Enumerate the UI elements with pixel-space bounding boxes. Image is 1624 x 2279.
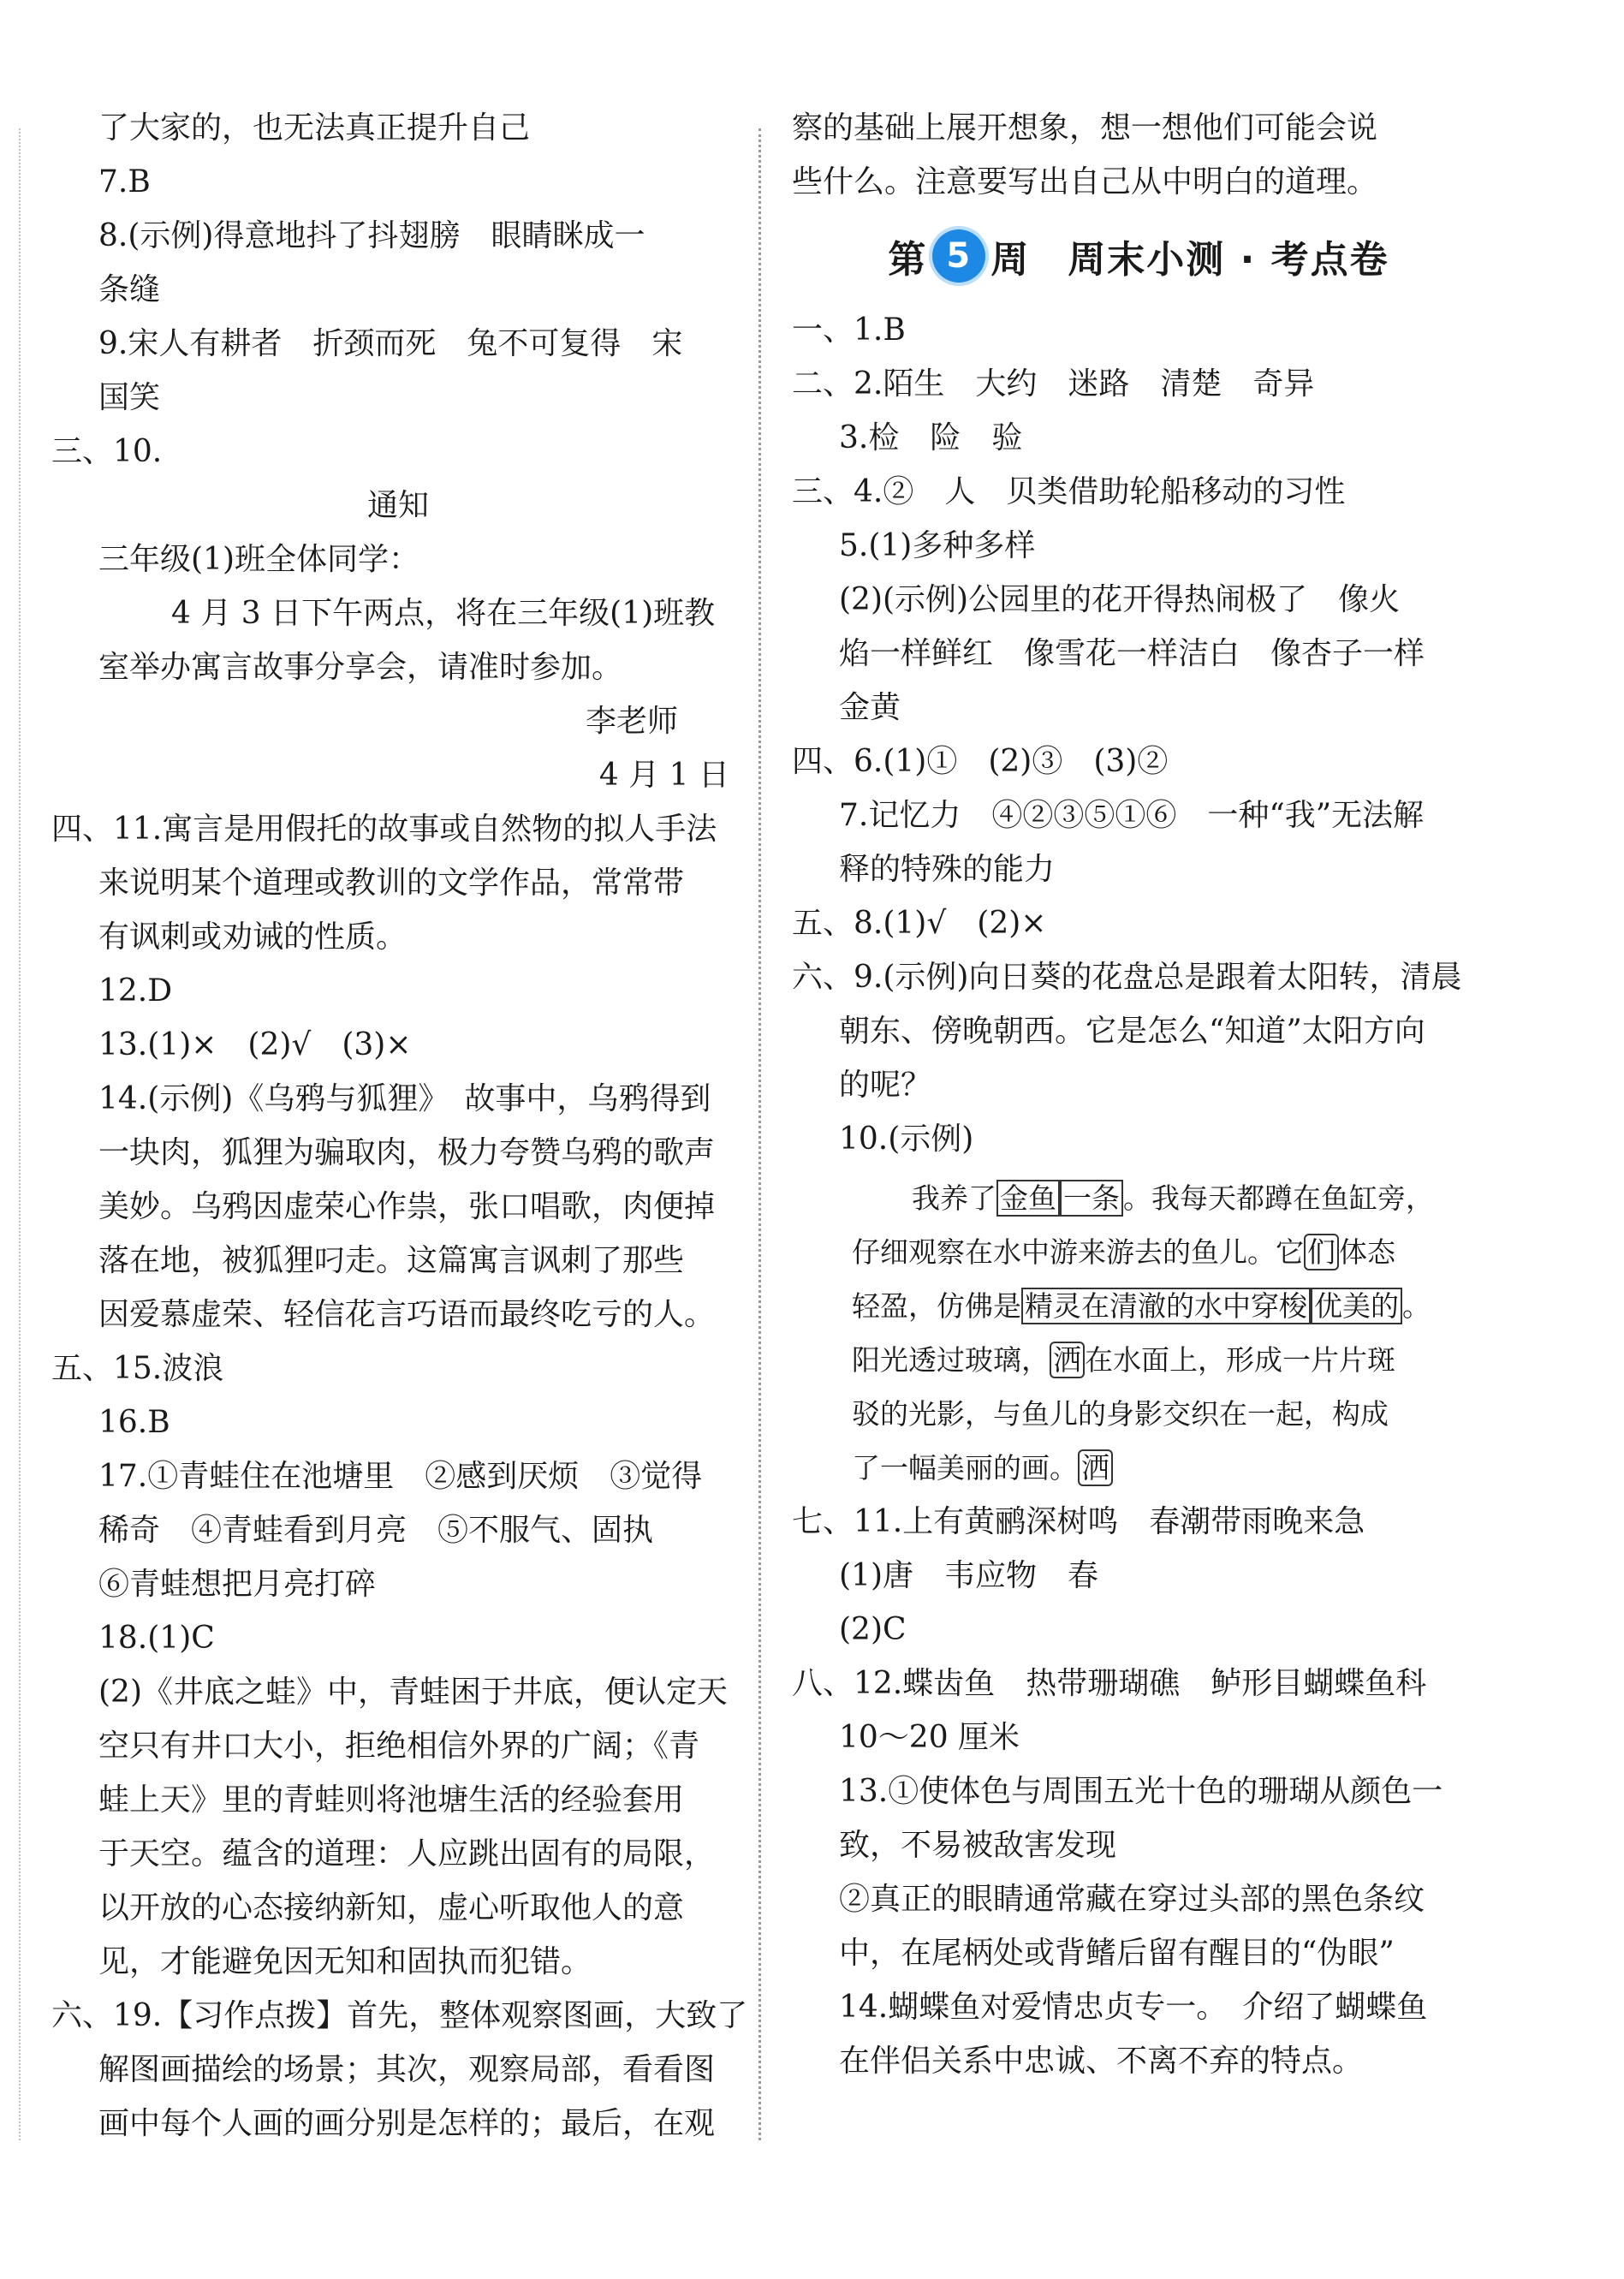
text-line: 13.①使体色与周围五光十色的珊瑚从颜色一	[839, 1774, 1443, 1809]
text-line: 通知	[366, 488, 429, 523]
text-line: 朝东、傍晚朝西。它是怎么“知道”太阳方向	[839, 1014, 1425, 1049]
text-line: 4 月 3 日下午两点，将在三年级(1)班教	[171, 596, 716, 631]
text-line: 致，不易被敌害发现	[839, 1828, 1117, 1863]
text-line: 一块肉，狐狸为骗取肉，极力夸赞乌鸦的歌声	[98, 1135, 716, 1170]
correction-box: 一条	[1060, 1180, 1123, 1217]
text-line: 释的特殊的能力	[839, 852, 1056, 887]
essay-line: 驳的光影，与鱼儿的身影交织在一起，构成	[852, 1397, 1389, 1431]
text-line: 5.(1)多种多样	[839, 528, 1036, 563]
text-line: 有讽刺或劝诫的性质。	[98, 919, 407, 955]
text-line: 7.B	[98, 164, 151, 199]
week-number-badge: 5	[932, 229, 985, 283]
text-line: 李老师	[585, 704, 678, 739]
text-line: 金黄	[839, 690, 901, 725]
column-divider	[758, 128, 761, 2140]
text-line: 8.(示例)得意地抖了抖翅膀 眼睛眯成一	[98, 218, 645, 253]
text-line: 14.(示例)《乌鸦与狐狸》 故事中，乌鸦得到	[98, 1081, 711, 1116]
text-line: 七、11.上有黄鹂深树鸣 春潮带雨晚来急	[792, 1504, 1365, 1539]
sample-essay	[852, 1171, 1485, 1495]
right-top-lines	[792, 101, 1485, 209]
correction-mark: 们	[1304, 1234, 1339, 1270]
text-line: 四、11.寓言是用假托的故事或自然物的拟人手法	[51, 812, 717, 847]
text-line: 美妙。乌鸦因虚荣心作祟，张口唱歌，肉便掉	[98, 1189, 716, 1224]
heading-suffix: 周	[990, 238, 1031, 282]
text-line: ②真正的眼睛通常藏在穿过头部的黑色条纹	[839, 1882, 1425, 1917]
text-line: 了大家的，也无法真正提升自己	[98, 110, 531, 146]
text-line: 于天空。蕴含的道理：人应跳出固有的局限，	[98, 1836, 716, 1871]
heading-title: 周末小测 · 考点卷	[1068, 238, 1389, 282]
text-line: 二、2.陌生 大约 迷路 清楚 奇异	[792, 366, 1315, 402]
correction-mark: 洒	[1078, 1449, 1113, 1486]
text-line: 八、12.蝶齿鱼 热带珊瑚礁 鲈形目蝴蝶鱼科	[792, 1666, 1427, 1701]
text-line: (2)(示例)公园里的花开得热闹极了 像火	[839, 582, 1401, 617]
right-answer-lines	[792, 303, 1485, 1166]
text-line: 12.D	[98, 973, 173, 1009]
text-line: 一、1.B	[792, 312, 906, 348]
text-line: 焰一样鲜红 像雪花一样洁白 像杏子一样	[839, 636, 1425, 671]
section-heading	[792, 209, 1485, 303]
text-line: 三、10.	[51, 434, 163, 469]
text-line: 18.(1)C	[98, 1621, 215, 1656]
correction-box: 优美的	[1311, 1288, 1402, 1324]
correction-box: 金鱼	[996, 1180, 1060, 1217]
text-line: 条缝	[98, 272, 161, 307]
essay-line: 轻盈，仿佛是 精灵在清澈的水中穿梭 优美的 。	[852, 1289, 1431, 1323]
text-line: 三年级(1)班全体同学：	[98, 542, 419, 577]
text-line: 画中每个人画的画分别是怎样的；最后，在观	[98, 2106, 716, 2141]
text-line: 的呢？	[839, 1068, 932, 1103]
essay-line: 阳光透过玻璃， 洒 在水面上，形成一片片斑	[852, 1343, 1395, 1377]
correction-mark: 洒	[1050, 1342, 1085, 1378]
left-margin-rule	[19, 128, 21, 2140]
correction-box: 精灵在清澈的水中穿梭	[1021, 1288, 1311, 1324]
text-line: 四、6.(1)① (2)③ (3)②	[792, 744, 1169, 779]
right-bottom-lines	[792, 1495, 1485, 2088]
text-line: (2)《井底之蛙》中，青蛙困于井底，便认定天	[98, 1675, 728, 1710]
text-line: 空只有井口大小，拒绝相信外界的广阔；《青	[98, 1729, 700, 1764]
text-line: 室举办寓言故事分享会，请准时参加。	[98, 650, 623, 685]
text-line: 五、8.(1)√ (2)×	[792, 906, 1047, 941]
text-line: 察的基础上展开想象，想一想他们可能会说	[792, 110, 1378, 146]
text-line: 3.检 险 验	[839, 420, 1023, 455]
text-line: 落在地，被狐狸叼走。这篇寓言讽刺了那些	[98, 1243, 685, 1278]
text-line: 六、9.(示例)向日葵的花盘总是跟着太阳转，清晨	[792, 960, 1462, 995]
text-line: 4 月 1 日	[598, 758, 729, 793]
text-line: 见，才能避免因无知和固执而犯错。	[98, 1944, 592, 1979]
heading-prefix: 第	[888, 238, 928, 282]
text-line: 国笑	[98, 380, 161, 415]
text-line: 13.(1)× (2)√ (3)×	[98, 1027, 412, 1062]
text-line: 17.①青蛙住在池塘里 ②感到厌烦 ③觉得	[98, 1459, 703, 1494]
text-line: 7.记忆力 ④②③⑤①⑥ 一种“我”无法解	[839, 798, 1425, 833]
text-line: 中，在尾柄处或背鳍后留有醒目的“伪眼”	[839, 1936, 1395, 1971]
text-line: 10～20 厘米	[839, 1720, 1020, 1755]
text-line: (2)C	[839, 1612, 907, 1647]
text-line: 因爱慕虚荣、轻信花言巧语而最终吃亏的人。	[98, 1297, 716, 1332]
text-line: (1)唐 韦应物 春	[839, 1558, 1098, 1593]
text-line: 16.B	[98, 1405, 170, 1440]
text-line: 9.宋人有耕者 折颈而死 兔不可复得 宋	[98, 326, 683, 361]
text-line: 10.(示例)	[839, 1122, 974, 1157]
text-line: 以开放的心态接纳新知，虚心听取他人的意	[98, 1890, 685, 1925]
text-line: 五、15.波浪	[51, 1351, 224, 1386]
left-column	[51, 101, 748, 2151]
text-line: 来说明某个道理或教训的文学作品，常常带	[98, 866, 685, 901]
text-line: 蛙上天》里的青蛙则将池塘生活的经验套用	[98, 1782, 685, 1818]
text-line: 解图画描绘的场景；其次，观察局部，看看图	[98, 2052, 716, 2087]
text-line: ⑥青蛙想把月亮打碎	[98, 1567, 377, 1602]
essay-line: 我养了 金鱼 一条 。我每天都蹲在鱼缸旁，	[912, 1181, 1434, 1215]
text-line: 稀奇 ④青蛙看到月亮 ⑤不服气、固执	[98, 1513, 654, 1548]
text-line: 六、19.【习作点拨】首先，整体观察图画，大致了	[51, 1998, 748, 2033]
essay-line: 仔细观察在水中游来游去的鱼儿。它 们 体态	[852, 1235, 1395, 1269]
essay-line: 了一幅美丽的画。 洒	[852, 1441, 1485, 1495]
text-line: 些什么。注意要写出自己从中明白的道理。	[792, 164, 1378, 199]
text-line: 14.蝴蝶鱼对爱情忠贞专一。 介绍了蝴蝶鱼	[839, 1990, 1428, 2025]
right-column	[792, 101, 1485, 2088]
text-line: 三、4.② 人 贝类借助轮船移动的习性	[792, 474, 1346, 509]
text-line: 在伴侣关系中忠诚、不离不弃的特点。	[839, 2044, 1364, 2079]
